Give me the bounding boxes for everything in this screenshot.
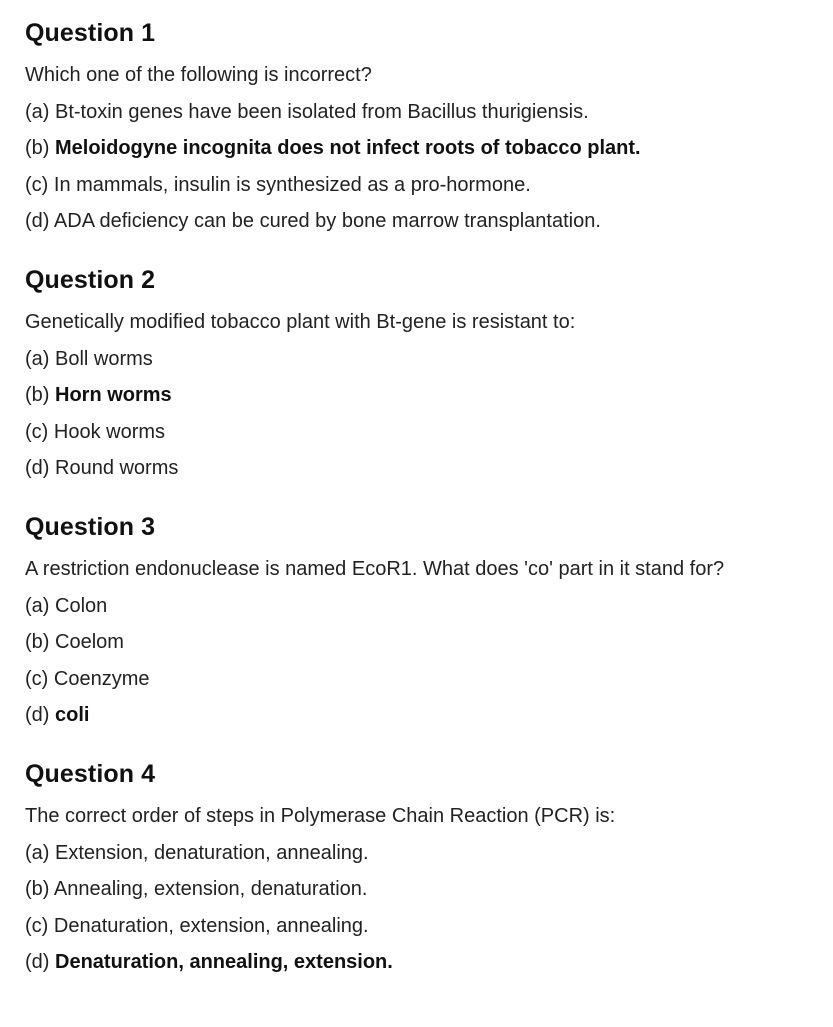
option-text: Boll worms <box>55 347 153 370</box>
options-list <box>25 347 833 481</box>
option-text: Bt-toxin genes have been isolated from Bacillus thurigiensis. <box>55 100 589 123</box>
option-prefix: (c) <box>25 173 54 196</box>
correct-answer-text: Denaturation, annealing, extension. <box>55 951 393 973</box>
question-title: Question 1 <box>25 19 156 47</box>
correct-answer-text: coli <box>55 704 90 726</box>
option-text: Coenzyme <box>53 667 150 690</box>
option-text: In mammals, insulin is synthesized as a pro-hormone. <box>53 173 531 196</box>
option-prefix: (b) <box>25 878 54 900</box>
option-prefix: (d) <box>25 704 55 726</box>
question-title: Question 3 <box>25 513 156 541</box>
option-text: Coelom <box>55 631 124 653</box>
option-c <box>25 173 833 197</box>
question-3 <box>25 510 833 727</box>
option-a <box>25 841 833 865</box>
question-title: Question 2 <box>25 266 156 294</box>
option-d <box>25 950 833 974</box>
question-text: A restriction endonuclease is named EcoR1. What does 'co' part in it stand for? <box>25 558 725 580</box>
option-c <box>25 420 833 444</box>
option-text: Colon <box>55 594 108 617</box>
question-2 <box>25 263 833 480</box>
option-prefix: (d) <box>25 457 55 479</box>
option-text: Hook worms <box>53 420 166 443</box>
question-1 <box>25 16 833 233</box>
option-b <box>25 630 833 654</box>
option-d <box>25 703 833 727</box>
option-b <box>25 877 833 901</box>
option-prefix: (c) <box>25 667 54 690</box>
options-list <box>25 841 833 975</box>
option-text: Denaturation, extension, annealing. <box>53 914 369 937</box>
option-c <box>25 667 833 691</box>
option-prefix: (c) <box>25 914 54 937</box>
question-4 <box>25 757 833 974</box>
option-prefix: (d) <box>25 951 55 973</box>
option-b <box>25 136 833 160</box>
option-d <box>25 209 833 233</box>
option-a <box>25 347 833 371</box>
correct-answer-text: Horn worms <box>55 384 172 406</box>
option-d <box>25 456 833 480</box>
question-text: The correct order of steps in Polymerase Chain Reaction (PCR) is: <box>25 805 616 827</box>
option-a <box>25 594 833 618</box>
question-title: Question 4 <box>25 760 156 788</box>
correct-answer-text: Meloidogyne incognita does not infect roots of tobacco plant. <box>55 137 641 159</box>
option-b <box>25 383 833 407</box>
option-text: Extension, denaturation, annealing. <box>55 841 369 864</box>
option-prefix: (a) <box>25 100 55 123</box>
options-list <box>25 594 833 728</box>
option-text: Round worms <box>55 457 179 479</box>
option-prefix: (c) <box>25 420 54 443</box>
option-prefix: (d) <box>25 210 54 232</box>
option-prefix: (a) <box>25 347 55 370</box>
options-list <box>25 100 833 234</box>
option-prefix: (b) <box>25 384 55 406</box>
option-text: ADA deficiency can be cured by bone marrow transplantation. <box>53 210 601 232</box>
question-text: Which one of the following is incorrect? <box>25 64 372 86</box>
question-text: Genetically modified tobacco plant with Bt-gene is resistant to: <box>25 311 576 333</box>
option-prefix: (a) <box>25 594 55 617</box>
option-prefix: (b) <box>25 631 55 653</box>
option-text: Annealing, extension, denaturation. <box>53 878 368 900</box>
option-c <box>25 914 833 938</box>
option-prefix: (a) <box>25 841 55 864</box>
option-a <box>25 100 833 124</box>
option-prefix: (b) <box>25 137 55 159</box>
